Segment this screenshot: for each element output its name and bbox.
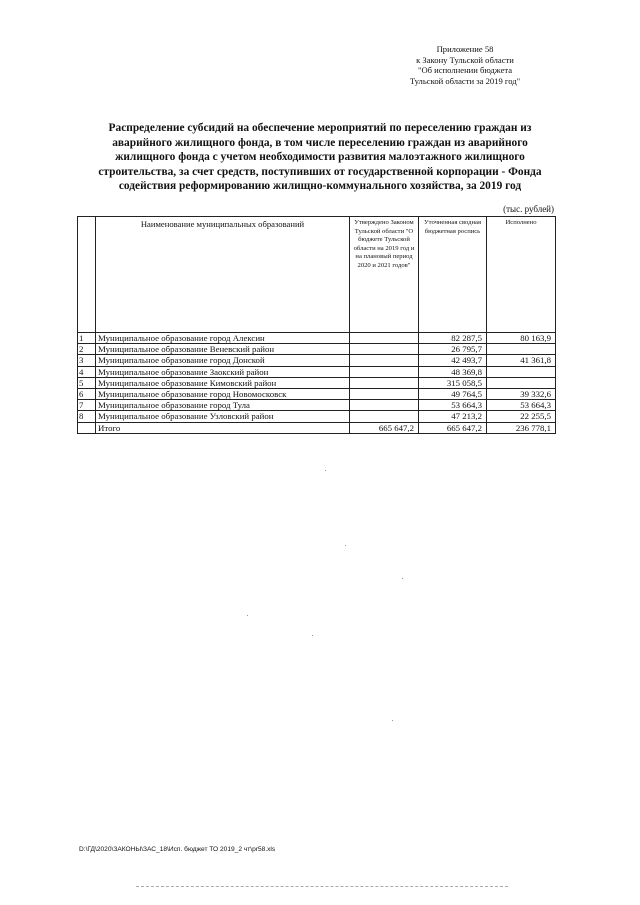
appendix-line: Тульской области за 2019 год" xyxy=(409,75,521,86)
row-refined: 42 493,7 xyxy=(419,355,487,366)
appendix-line: Приложение 58 xyxy=(436,44,494,54)
row-executed: 39 332,6 xyxy=(487,388,556,399)
total-refined: 665 647,2 xyxy=(419,422,487,433)
header-name: Наименование муниципальных образований xyxy=(96,217,350,333)
total-executed: 236 778,1 xyxy=(487,422,556,433)
units-note: (тыс. рублей) xyxy=(503,204,554,214)
row-refined: 315 058,5 xyxy=(419,377,487,388)
row-executed xyxy=(487,377,556,388)
row-name: Муниципальное образование Веневский район xyxy=(96,344,350,355)
row-refined: 53 664,3 xyxy=(419,400,487,411)
row-index: 8 xyxy=(78,411,96,422)
document-title: Распределение субсидий на обеспечение мероприятий по переселению граждан из аварийного жилищного фонда, в том числе переселению граждан из аварийного жилищного фонда с учетом необходимости развития малоэтажного жилищного строительства, за счет средств, поступивших от государственной корпорации - Фонда содействия реформированию жилищно-коммунального хозяйства, за 2019 год xyxy=(98,122,542,193)
appendix-line: к Закону Тульской области xyxy=(416,54,514,65)
row-name: Муниципальное образование город Донской xyxy=(96,355,350,366)
row-name: Муниципальное образование Заокский район xyxy=(96,366,350,377)
row-index: 2 xyxy=(78,344,96,355)
scan-speck xyxy=(402,578,403,579)
appendix-line: "Об исполнении бюджета xyxy=(417,65,513,76)
row-approved xyxy=(350,366,419,377)
row-name: Муниципальное образование Узловский район xyxy=(96,411,350,422)
row-refined: 49 764,5 xyxy=(419,388,487,399)
scan-artifact-line xyxy=(136,886,508,887)
row-executed xyxy=(487,344,556,355)
row-executed: 80 163,9 xyxy=(487,333,556,344)
scan-speck xyxy=(247,615,248,616)
row-approved xyxy=(350,388,419,399)
row-index: 3 xyxy=(78,355,96,366)
table-row xyxy=(78,355,556,366)
row-refined: 26 795,7 xyxy=(419,344,487,355)
subsidy-table xyxy=(77,216,556,434)
row-approved xyxy=(350,344,419,355)
row-executed: 41 361,8 xyxy=(487,355,556,366)
table-row xyxy=(78,377,556,388)
table-row xyxy=(78,333,556,344)
row-refined: 82 287,5 xyxy=(419,333,487,344)
row-name: Муниципальное образование город Новомосковск xyxy=(96,388,350,399)
table-row xyxy=(78,411,556,422)
header-index xyxy=(78,217,96,333)
scan-speck xyxy=(312,635,313,636)
file-path-footer: D:\ГД\2020\ЗАКОНЫ\ЗАС_18\Исп. бюджет ТО 2019_2 чт\pr58.xls xyxy=(79,846,276,853)
header-refined: Уточненная сводная бюджетная роспись xyxy=(419,217,487,333)
scan-speck xyxy=(325,470,326,471)
header-approved: Утверждено Законом Тульской области "О бюджете Тульской области на 2019 год и на плановый период 2020 и 2021 годов" xyxy=(350,217,419,333)
row-index: 6 xyxy=(78,388,96,399)
total-label: Итого xyxy=(96,422,350,433)
row-name: Муниципальное образование Кимовский район xyxy=(96,377,350,388)
row-executed xyxy=(487,366,556,377)
row-refined: 47 213,2 xyxy=(419,411,487,422)
total-index xyxy=(78,422,96,433)
appendix-note xyxy=(384,44,546,86)
scan-speck xyxy=(392,720,393,721)
row-approved xyxy=(350,355,419,366)
row-index: 7 xyxy=(78,400,96,411)
row-refined: 48 369,8 xyxy=(419,366,487,377)
row-index: 1 xyxy=(78,333,96,344)
row-name: Муниципальное образование город Тула xyxy=(96,400,350,411)
scan-speck xyxy=(345,545,346,546)
row-approved xyxy=(350,333,419,344)
table-header-row xyxy=(78,217,556,333)
row-executed: 22 255,5 xyxy=(487,411,556,422)
header-executed: Исполнено xyxy=(487,217,556,333)
table-row xyxy=(78,400,556,411)
table-row xyxy=(78,388,556,399)
total-row xyxy=(78,422,556,433)
row-name: Муниципальное образование город Алексин xyxy=(96,333,350,344)
row-approved xyxy=(350,411,419,422)
table-row xyxy=(78,344,556,355)
row-index: 5 xyxy=(78,377,96,388)
total-approved: 665 647,2 xyxy=(350,422,419,433)
row-executed: 53 664,3 xyxy=(487,400,556,411)
row-index: 4 xyxy=(78,366,96,377)
row-approved xyxy=(350,377,419,388)
row-approved xyxy=(350,400,419,411)
table-row xyxy=(78,366,556,377)
